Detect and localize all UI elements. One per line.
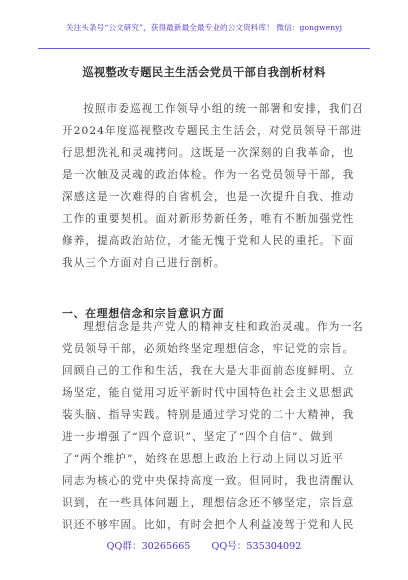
paragraph-line: 按照市委巡视工作领导小组的统一部署和安排，我们召 [83,103,364,115]
paragraph-line: 党员领导干部，必须始终坚定理想信念，牢记党的宗旨。 [62,343,355,355]
paragraph-line: 进一步增强了“四个意识”、坚定了“四个自信”、做到 [62,431,334,443]
header-divider [38,48,370,49]
paragraph-line: 是一次触及灵魂的政治体检。作为一名党员领导干部，我 [62,169,355,181]
footer-contact [40,538,368,552]
paragraph-line: 开2024年度巡视整改专题民主生活会，对党员领导干部进 [62,125,363,137]
paragraph-line: 我从三个方面对自己进行剖析。 [62,257,226,269]
paragraph-line: 场坚定，能自觉用习近平新时代中国特色社会主义思想武 [62,387,355,399]
paragraph-line: 了“两个维护”，始终在思想上政治上行动上同以习近平 [62,453,344,465]
paragraph-line: 工作的重要契机。面对新形势新任务，唯有不断加强党性 [62,213,355,225]
paragraph-line: 深感这是一次难得的自省机会，也是一次提升自我、推动 [62,191,355,203]
paragraph-line: 识还不够牢固。比如，有时会把个人利益凌驾于党和人民 [62,519,355,531]
header-banner: 关注头条号“公文研究”，获得最新最全最专业的公文资料库！ 微信：gongwenyj [65,23,343,32]
qq-number: QQ号：535304092 [211,541,302,552]
paragraph-line: 同志为核心的党中央保持高度一致。但同时，我也清醒认 [62,475,355,487]
paragraph-line: 理想信念是共产党人的精神支柱和政治灵魂。作为一名 [83,321,364,333]
document-title: 巡视整改专题民主生活会党员干部自我剖析材料 [82,65,326,79]
paragraph-line: 装头脑、指导实践。特别是通过学习党的二十大精神，我 [62,409,355,421]
section-paragraph [62,316,370,536]
paragraph-line: 行思想洗礼和灵魂拷问。这既是一次深刻的自我革命，也 [62,147,355,159]
intro-paragraph [62,98,370,274]
section-heading: 一、在理想信念和宗旨意识方面 [62,307,225,320]
paragraph-line: 回顾自己的工作和生活，我在大是大非面前态度鲜明、立 [62,365,355,377]
paragraph-line: 修养，提高政治站位，才能无愧于党和人民的重托。下面 [62,235,355,247]
paragraph-line: 识到，在一些具体问题上，理想信念还不够坚定，宗旨意 [62,497,355,509]
qq-group-number: QQ群：30265665 [106,541,191,552]
